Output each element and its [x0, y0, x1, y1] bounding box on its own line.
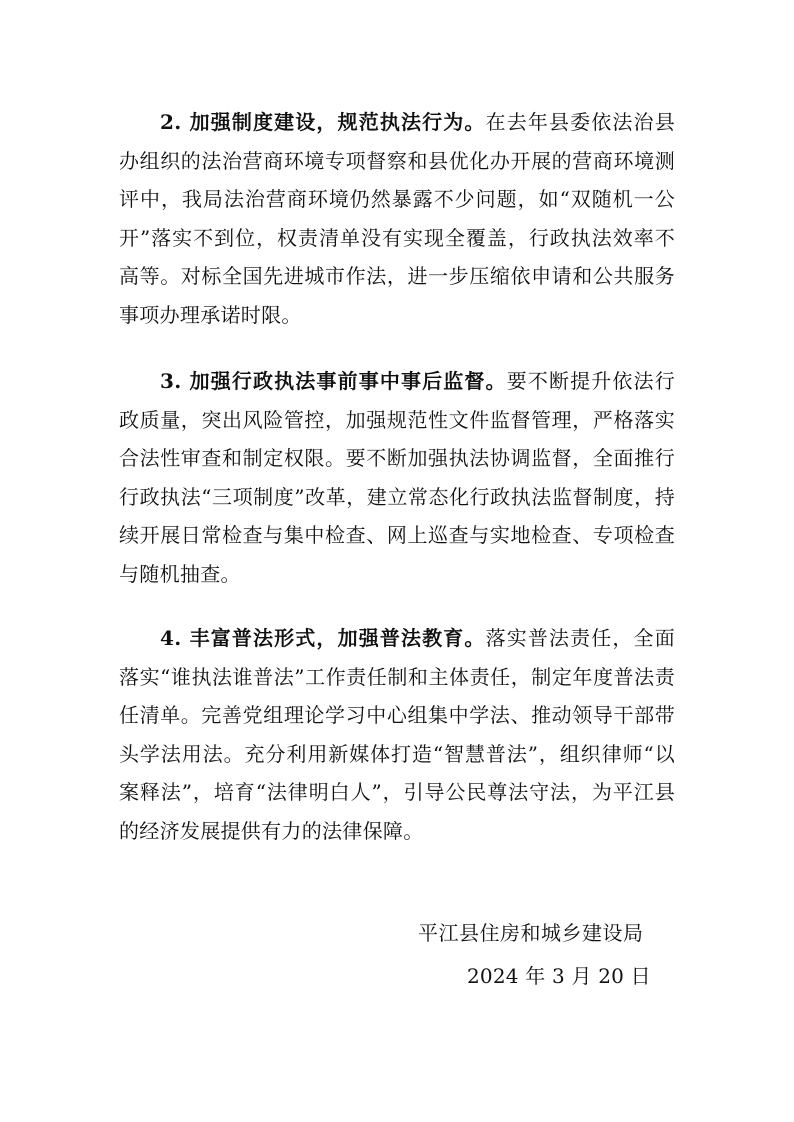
- section-3-heading: 3. 加强行政执法事前事中事后监督。: [160, 369, 507, 393]
- section-2-body: 在去年县委依法治县办组织的法治营商环境专项督察和县优化办开展的营商环境测评中，我局法治营商环境仍然暴露不少问题，如“双随机一公开”落实不到位，权责清单没有实现全覆盖，行政执法效率不高等。对标全国先进城市作法，进一步压缩依申请和公共服务事项办理承诺时限。: [119, 110, 675, 327]
- signature-date: 2024 年 3 月 20 日: [467, 964, 651, 988]
- section-4-heading: 4. 丰富普法形式，加强普法教育。: [160, 626, 486, 650]
- section-4-paragraph: [119, 619, 675, 851]
- section-2-heading: 2. 加强制度建设，规范执法行为。: [160, 110, 486, 134]
- section-4-body: 落实普法责任，全面落实“谁执法谁普法”工作责任制和主体责任，制定年度普法责任清单。完善党组理论学习中心组集中学法、推动领导干部带头学法用法。充分利用新媒体打造“智慧普法”，组织律师“以案释法”，培育“法律明白人”，引导公民尊法守法，为平江县的经济发展提供有力的法律保障。: [119, 626, 675, 843]
- section-3-paragraph: [119, 362, 675, 594]
- section-3-body: 要不断提升依法行政质量，突出风险管控，加强规范性文件监督管理，严格落实合法性审查和制定权限。要不断加强执法协调监督，全面推行行政执法“三项制度”改革，建立常态化行政执法监督制度，持续开展日常检查与集中检查、网上巡查与实地检查、专项检查与随机抽查。: [119, 369, 675, 586]
- signature-organization: 平江县住房和城乡建设局: [418, 921, 644, 945]
- section-2-paragraph: [119, 103, 675, 335]
